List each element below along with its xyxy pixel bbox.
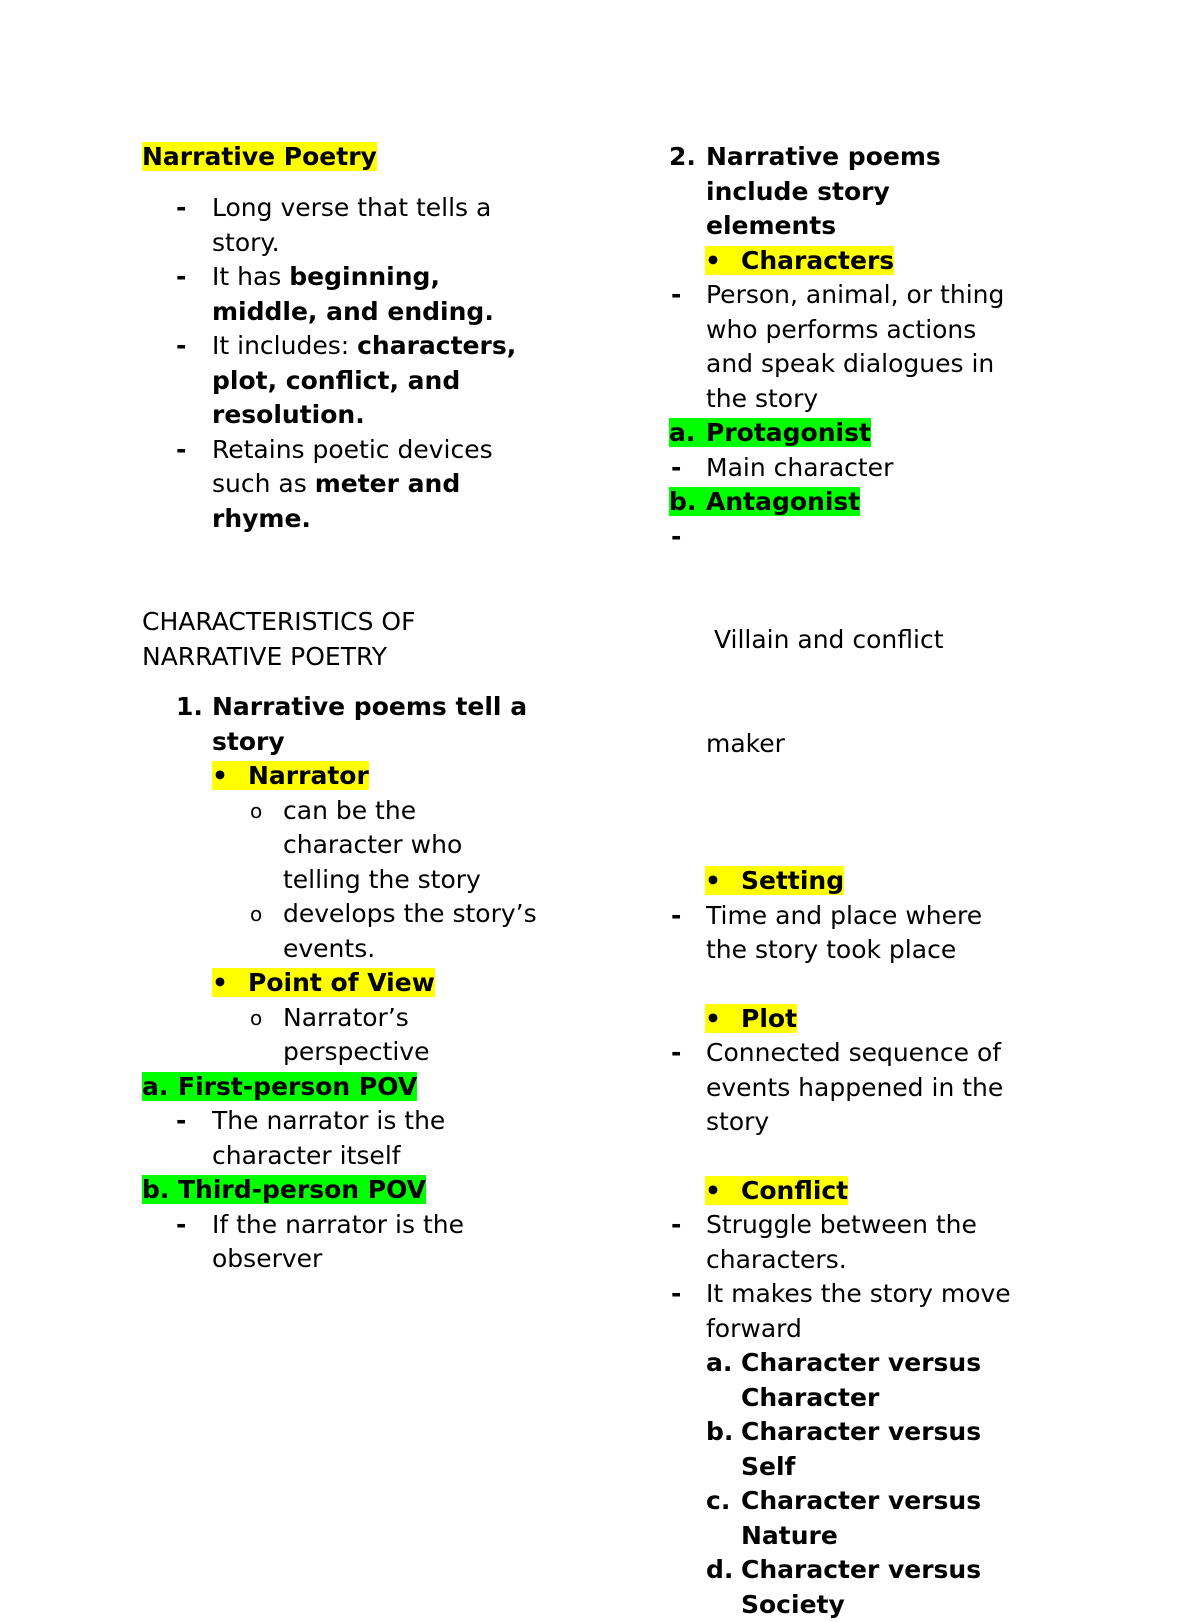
left-column	[142, 140, 582, 1277]
item-text: elements	[706, 209, 1089, 244]
protagonist-label: Protagonist	[706, 418, 871, 447]
dash-marker: -	[671, 1036, 681, 1071]
bullet-marker: •	[705, 244, 741, 279]
sub-text: develops the story’s	[283, 897, 582, 932]
first-person-label: First-person POV	[178, 1072, 417, 1101]
bullet-marker: •	[705, 1002, 741, 1037]
letter-marker: a.	[669, 416, 706, 451]
heading-line: CHARACTERISTICS OF	[142, 605, 582, 640]
item-text: Character versus	[741, 1484, 1089, 1519]
bullet-marker: •	[705, 1174, 741, 1209]
plot-label: Plot	[741, 1004, 797, 1033]
bullet-conflict	[669, 1174, 1089, 1209]
item-number: 1.	[176, 690, 203, 725]
item-text: the story took place	[706, 933, 1089, 968]
letter-marker: b.	[669, 485, 706, 520]
item-text: It makes the story move	[706, 1277, 1089, 1312]
sub-text: character who	[283, 828, 582, 863]
dash-item	[669, 520, 1089, 831]
item-text: such as	[212, 469, 315, 498]
first-person-highlight	[142, 1072, 417, 1101]
sub-item	[142, 794, 582, 898]
item-text: Struggle between the	[706, 1208, 1089, 1243]
item-text: Nature	[741, 1519, 1089, 1554]
dash-item	[142, 1104, 582, 1173]
bullet-point-of-view	[142, 966, 582, 1001]
item-text: The narrator is the	[212, 1104, 582, 1139]
antagonist-highlight	[669, 487, 860, 516]
item-text: Long verse that tells a	[212, 193, 491, 222]
item-text: forward	[706, 1312, 1089, 1347]
dash-marker: -	[176, 1104, 186, 1139]
dash-marker: -	[671, 278, 681, 313]
conflict-highlight	[705, 1176, 848, 1205]
plot-highlight	[705, 1004, 797, 1033]
item-text-bold: characters,	[357, 331, 516, 360]
setting-label: Setting	[741, 866, 844, 895]
item-text-bold: rhyme.	[212, 504, 311, 533]
dash-marker: -	[671, 1277, 681, 1312]
dash-marker: -	[671, 451, 681, 486]
item-text-bold: meter and	[315, 469, 461, 498]
list-item	[142, 329, 582, 433]
item-text: If the narrator is the	[212, 1208, 582, 1243]
item-text: observer	[212, 1242, 582, 1277]
setting-highlight	[705, 866, 844, 895]
dash-marker: -	[176, 329, 186, 364]
item-text: Society	[741, 1588, 1089, 1622]
bullet-marker: •	[705, 864, 741, 899]
item-text: Character versus	[741, 1553, 1089, 1588]
list-item	[142, 191, 582, 260]
sub-item	[142, 897, 582, 966]
sub-text: Narrator’s	[283, 1001, 582, 1036]
item-text: Character	[741, 1381, 1089, 1416]
conflict-types-list	[669, 1346, 1089, 1622]
conflict-type-item	[669, 1415, 1089, 1484]
item-text-bold: middle, and ending.	[212, 297, 494, 326]
item-text: It has	[212, 262, 289, 291]
letter-marker: a.	[706, 1346, 732, 1381]
dash-item	[669, 1208, 1089, 1277]
item-text: include story	[706, 175, 1089, 210]
bullet-characters	[669, 244, 1089, 279]
numbered-item-2	[669, 140, 1089, 244]
sub-item	[142, 1001, 582, 1070]
dash-marker: -	[176, 1208, 186, 1243]
circle-marker: o	[250, 1001, 262, 1036]
dash-item	[669, 1277, 1089, 1346]
item-text: events happened in the	[706, 1071, 1089, 1106]
conflict-type-item	[669, 1484, 1089, 1553]
item-text: and speak dialogues in	[706, 347, 1089, 382]
circle-marker: o	[250, 794, 262, 829]
sub-text: telling the story	[283, 863, 582, 898]
dash-item	[669, 278, 1089, 416]
heading-line: NARRATIVE POETRY	[142, 640, 582, 675]
third-person-label: Third-person POV	[178, 1175, 426, 1204]
conflict-type-item	[669, 1346, 1089, 1415]
antagonist-label: Antagonist	[706, 487, 860, 516]
sub-text: can be the	[283, 794, 582, 829]
dash-marker: -	[671, 1208, 681, 1243]
item-number: 2.	[669, 140, 696, 175]
item-text: story.	[212, 228, 280, 257]
dash-item	[669, 899, 1089, 968]
first-person-heading	[142, 1070, 582, 1105]
item-text: Connected sequence of	[706, 1036, 1089, 1071]
item-text: Main character	[706, 451, 1089, 486]
section-heading	[142, 605, 582, 674]
item-text: who performs actions	[706, 313, 1089, 348]
item-text: Self	[741, 1450, 1089, 1485]
item-text: the story	[706, 382, 1089, 417]
dash-marker: -	[671, 899, 681, 934]
letter-marker: b.	[706, 1415, 733, 1450]
characters-highlight	[705, 246, 894, 275]
conflict-type-item	[669, 1553, 1089, 1622]
item-text: Time and place where	[706, 899, 1089, 934]
item-text: Person, animal, or thing	[706, 278, 1089, 313]
item-text: Character versus	[741, 1415, 1089, 1450]
bullet-narrator	[142, 759, 582, 794]
dash-item	[669, 451, 1089, 486]
item-text: Narrative poems	[706, 140, 1089, 175]
dash-item	[669, 1036, 1089, 1140]
numbered-item-1	[142, 690, 582, 759]
narrator-highlight	[212, 761, 369, 790]
dash-marker: -	[176, 191, 186, 226]
right-column	[669, 140, 1089, 1622]
circle-marker: o	[250, 897, 262, 932]
list-item	[142, 260, 582, 329]
antagonist-heading	[669, 485, 1089, 520]
item-text: characters.	[706, 1243, 1089, 1278]
narrator-label: Narrator	[248, 761, 369, 790]
dash-marker: -	[176, 260, 186, 295]
bullet-marker: •	[212, 966, 248, 1001]
characters-label: Characters	[741, 246, 894, 275]
pov-label: Point of View	[248, 968, 435, 997]
conflict-label: Conflict	[741, 1176, 848, 1205]
sub-text: perspective	[283, 1035, 582, 1070]
bullet-plot	[669, 1002, 1089, 1037]
letter-marker: c.	[706, 1484, 730, 1519]
item-text: story	[212, 725, 582, 760]
item-text: story	[706, 1105, 1089, 1140]
third-person-highlight	[142, 1175, 426, 1204]
item-text-bold: plot, conflict, and	[212, 366, 460, 395]
item-text-bold: beginning,	[289, 262, 440, 291]
pov-highlight	[212, 968, 435, 997]
letter-marker: b.	[142, 1173, 178, 1208]
dash-marker: -	[671, 520, 681, 555]
item-text: Narrative poems tell a	[212, 690, 582, 725]
item-text: It includes:	[212, 331, 357, 360]
title-text: Narrative Poetry	[142, 142, 377, 171]
dash-item	[142, 1208, 582, 1277]
item-text: Character versus	[741, 1346, 1089, 1381]
dash-marker: -	[176, 433, 186, 468]
protagonist-heading	[669, 416, 1089, 451]
item-text: Retains poetic devices	[212, 435, 493, 464]
sub-text: events.	[283, 932, 582, 967]
third-person-heading	[142, 1173, 582, 1208]
item-text: Villain and conflict	[706, 623, 1089, 658]
bullet-setting	[669, 864, 1089, 899]
item-text: maker	[706, 727, 1089, 762]
document-title	[142, 140, 582, 191]
bullet-marker: •	[212, 759, 248, 794]
intro-list	[142, 191, 582, 536]
letter-marker: d.	[706, 1553, 733, 1588]
item-text: character itself	[212, 1139, 582, 1174]
item-text-bold: resolution.	[212, 400, 365, 429]
letter-marker: a.	[142, 1070, 178, 1105]
protagonist-highlight	[669, 418, 871, 447]
list-item	[142, 433, 582, 537]
